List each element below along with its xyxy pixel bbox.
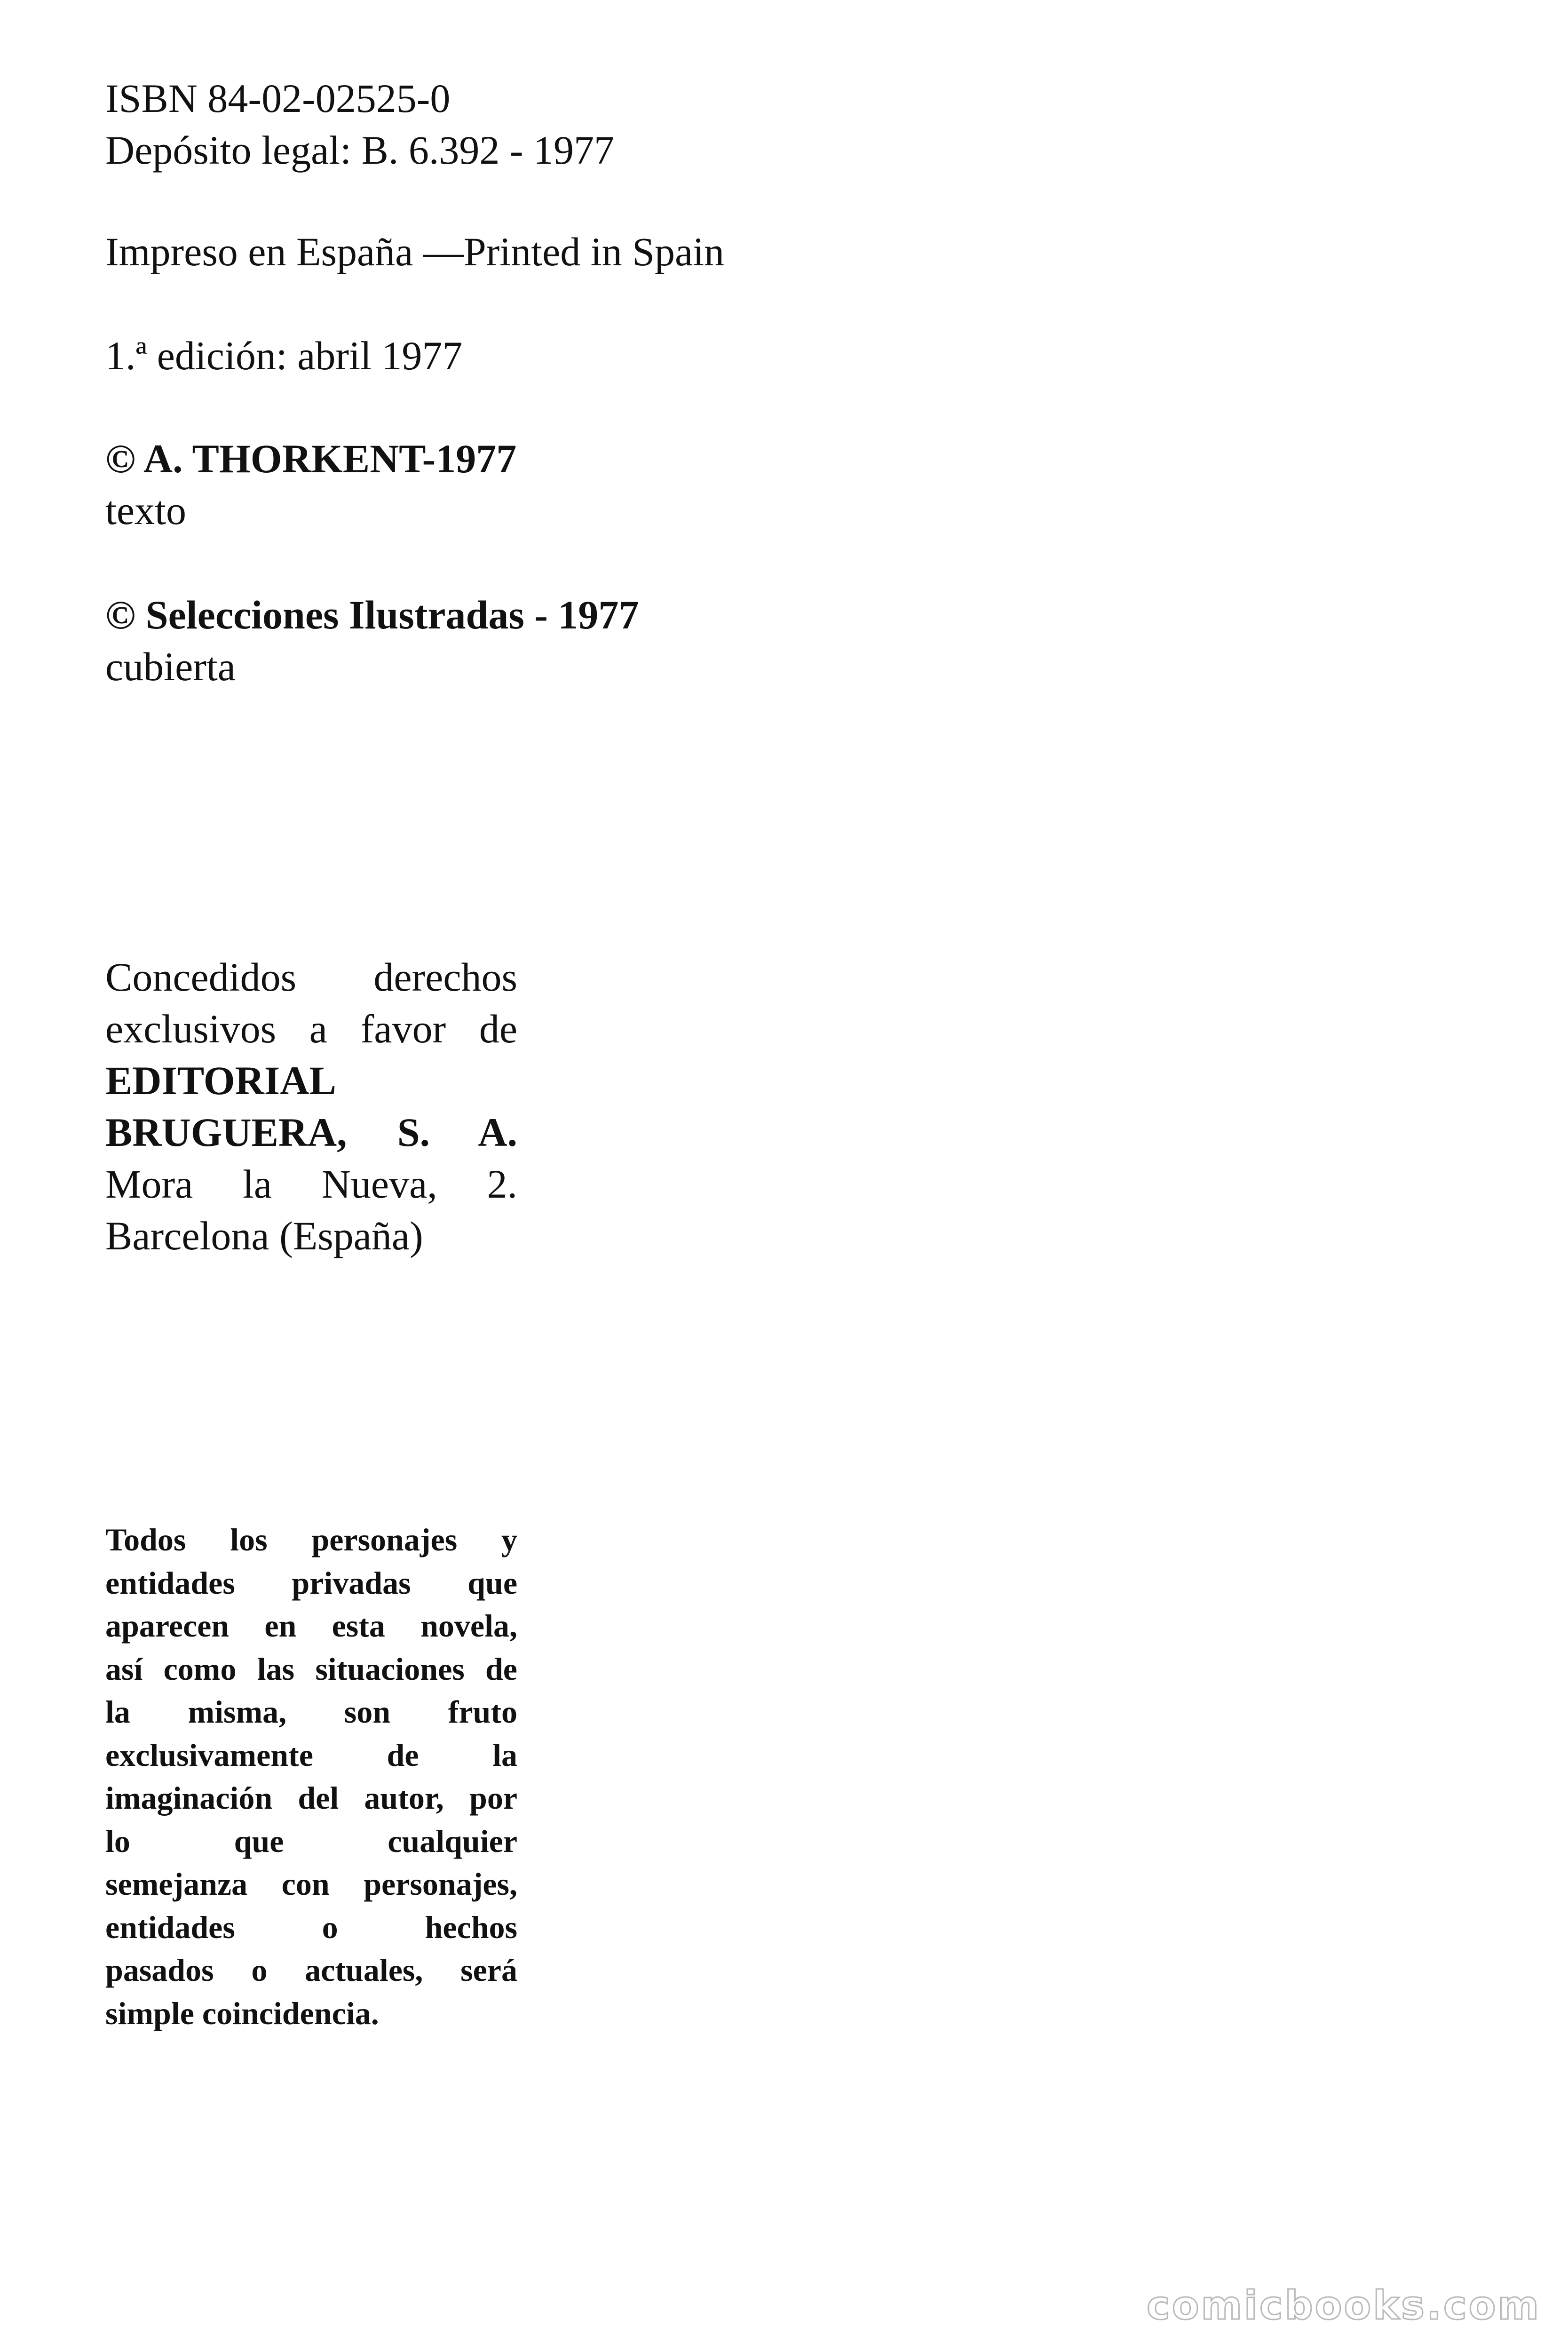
disclaimer-line: la misma, son fruto [105,1694,517,1730]
disclaimer-line: semejanza con personajes, [105,1866,517,1902]
printed-in-line: Impreso en España —Printed in Spain [105,229,725,274]
disclaimer-line: imaginación del autor, por [105,1780,517,1816]
copyright-text-owner: © A. THORKENT-1977 [105,436,517,481]
disclaimer-line: así como las situaciones de [105,1651,517,1687]
disclaimer-line: simple coincidencia. [105,1995,379,2031]
fiction-disclaimer [105,1518,517,2035]
legal-deposit-line: Depósito legal: B. 6.392 - 1977 [105,127,615,173]
publisher-name-line: EDITORIAL [105,1058,336,1103]
rights-block [105,951,517,1262]
copyright-text-label: texto [105,488,186,533]
disclaimer-line: lo que cualquier [105,1823,517,1859]
edition-line: 1.ª edición: abril 1977 [105,333,463,378]
rights-line: Concedidos derechos [105,954,517,1000]
disclaimer-line: aparecen en esta novela, [105,1608,517,1644]
copyright-cover-owner: © Selecciones Ilustradas - 1977 [105,592,639,637]
disclaimer-line: entidades o hechos [105,1909,517,1945]
disclaimer-line: pasados o actuales, será [105,1952,517,1988]
site-watermark: comicbooks.com [1147,2282,1541,2328]
rights-line: exclusivos a favor de [105,1006,517,1051]
publisher-address-line: Mora la Nueva, 2. [105,1161,517,1207]
disclaimer-line: exclusivamente de la [105,1737,517,1773]
disclaimer-line: entidades privadas que [105,1565,517,1601]
publisher-city-line: Barcelona (España) [105,1213,423,1258]
isbn-line: ISBN 84-02-02525-0 [105,76,451,121]
disclaimer-line: Todos los personajes y [105,1522,517,1557]
copyright-cover-label: cubierta [105,644,236,689]
publisher-name-line: BRUGUERA, S. A. [105,1110,517,1155]
